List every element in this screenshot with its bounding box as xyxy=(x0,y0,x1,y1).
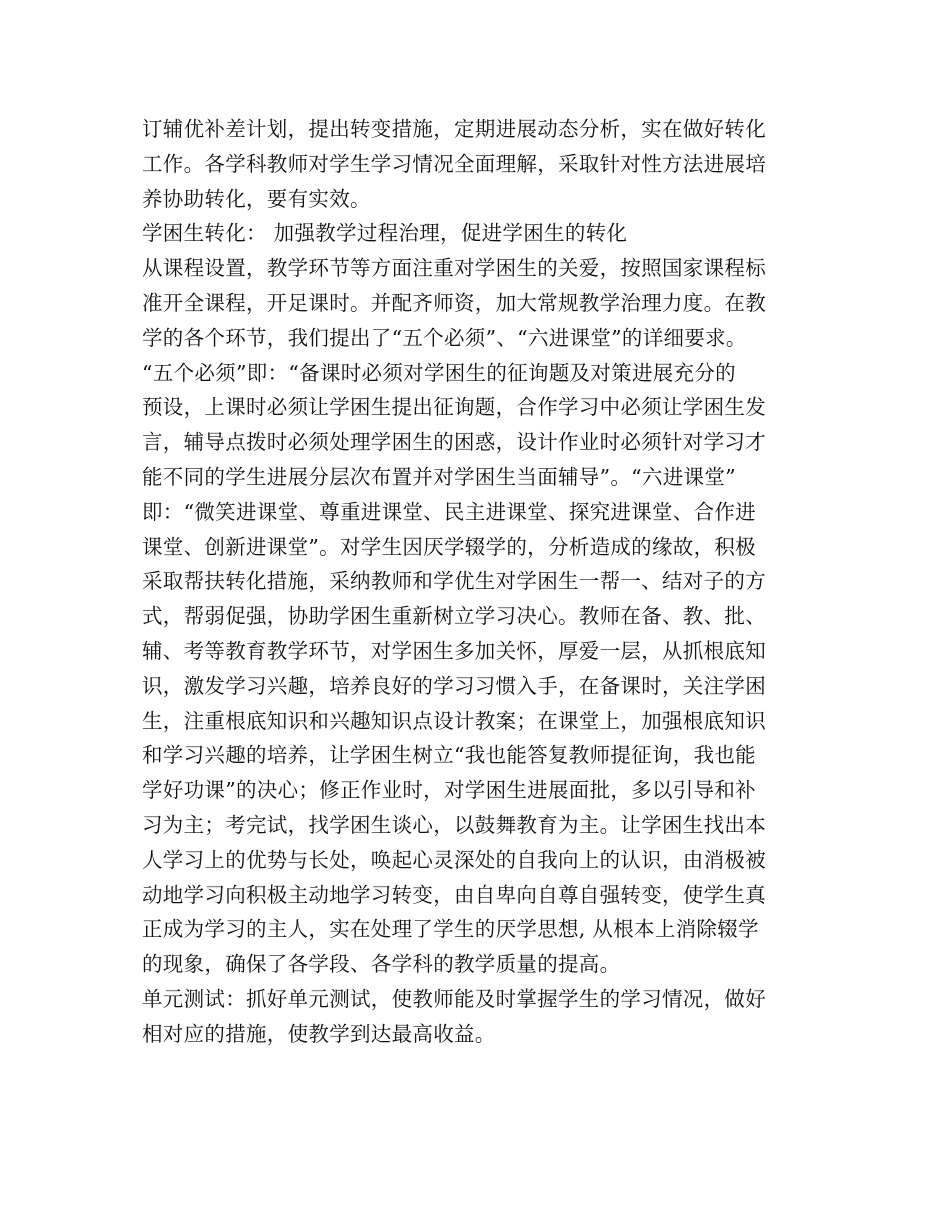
text-line: 学好功课”的决心；修正作业时，对学困生进展面批，多以引导和补 xyxy=(142,778,756,803)
text-line: 订辅优补差计划，提出转变措施，定期进展动态分析，实在做好转化 xyxy=(142,117,766,141)
text-line: 预设，上课时必须让学困生提出征询题，合作学习中必须让学困生发 xyxy=(142,395,766,420)
text-line: 采取帮扶转化措施，采纳教师和学优生对学困生一帮一、结对子的方 xyxy=(142,569,766,594)
text-line: 即：“微笑进课堂、尊重进课堂、民主进课堂、探究进课堂、合作进 xyxy=(142,499,756,524)
text-line: 言，辅导点拨时必须处理学困生的困惑，设计作业时必须针对学习才 xyxy=(142,430,766,455)
text-line: 养协助转化，要有实效。 xyxy=(142,186,371,211)
text-line: 的现象，确保了各学段、各学科的教学质量的提高。 xyxy=(142,952,621,977)
text-line: 正成为学习的主人，实在处理了学生的厌学思想, 从根本上消除辍学 xyxy=(142,917,759,942)
text-line: 人学习上的优势与长处，唤起心灵深处的自我向上的认识，由消极被 xyxy=(142,847,766,872)
text-line: 学的各个环节，我们提出了“五个必须”、“六进课堂”的详细要求。 xyxy=(142,325,747,350)
text-line: 从课程设置，教学环节等方面注重对学困生的关爱，按照国家课程标 xyxy=(142,256,766,281)
text-line: 动地学习向积极主动地学习转变，由自卑向自尊自强转变，使学生真 xyxy=(142,882,766,907)
text-line: 习为主；考完试，找学困生谈心，以鼓舞教育为主。让学困生找出本 xyxy=(142,812,766,837)
text-line: 式，帮弱促强，协助学困生重新树立学习决心。教师在备、教、批、 xyxy=(142,604,766,629)
body-text xyxy=(142,112,832,1052)
text-line: 工作。各学科教师对学生学习情况全面理解，采取针对性方法进展培 xyxy=(142,151,766,176)
section-heading-line: 单元测试：抓好单元测试，使教师能及时掌握学生的学习情况，做好 xyxy=(142,986,766,1011)
text-line: 辅、考等教育教学环节，对学困生多加关怀，厚爱一层，从抓根底知 xyxy=(142,638,766,663)
text-line: 相对应的措施，使教学到达最高收益。 xyxy=(142,1021,496,1046)
section-heading-line: 学困生转化： 加强教学过程治理，促进学困生的转化 xyxy=(142,221,628,246)
text-line: 识，激发学习兴趣，培养良好的学习习惯入手，在备课时，关注学困 xyxy=(142,673,766,698)
text-line: 准开全课程，开足课时。并配齐师资，加大常规教学治理力度。在教 xyxy=(142,290,766,315)
text-line: 课堂、创新进课堂”。对学生因厌学辍学的，分析造成的缘故，积极 xyxy=(142,534,756,559)
text-line: 生，注重根底知识和兴趣知识点设计教案；在课堂上，加强根底知识 xyxy=(142,708,766,733)
text-line: 和学习兴趣的培养，让学困生树立“我也能答复教师提征询，我也能 xyxy=(142,743,756,768)
text-line: “五个必须”即：“备课时必须对学困生的征询题及对策进展充分的 xyxy=(142,360,736,385)
text-line: 能不同的学生进展分层次布置并对学困生当面辅导”。“六进课堂” xyxy=(142,464,736,489)
